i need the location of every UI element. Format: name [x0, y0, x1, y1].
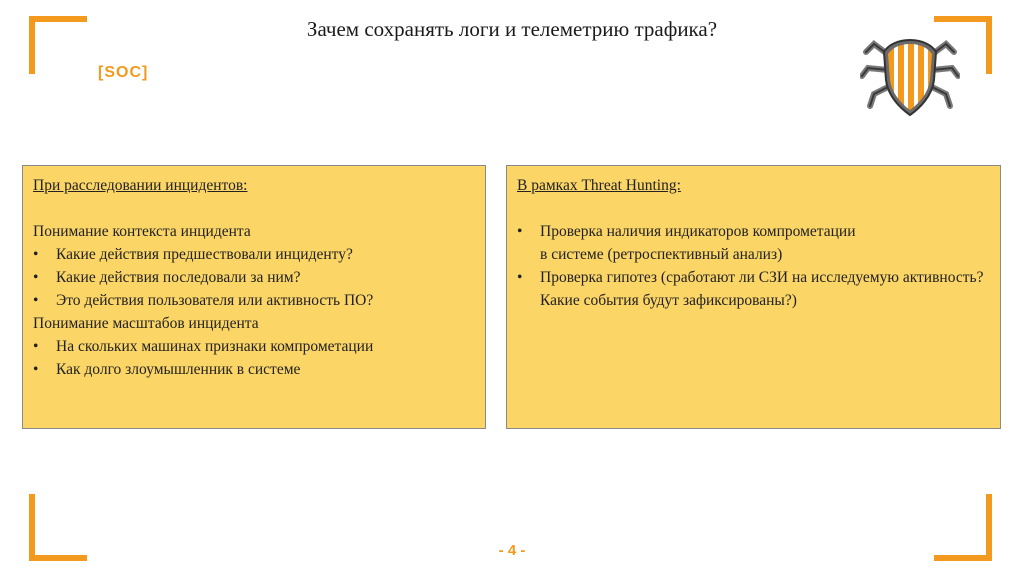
threat-hunting-box [506, 165, 1001, 429]
list-item: • Какие действия предшествовали инциденту? [33, 243, 473, 266]
list-item: • Это действия пользователя или активность ПО? [33, 289, 473, 312]
group-subheading: Понимание масштабов инцидента [33, 315, 259, 332]
box-heading: При расследовании инцидентов: [33, 177, 248, 194]
box-heading: В рамках Threat Hunting: [517, 177, 681, 194]
bug-shield-icon [860, 30, 960, 120]
section-tag: [SOC] [98, 64, 149, 81]
page-number: - 4 - [498, 542, 526, 559]
bullet-list [33, 335, 473, 381]
list-item: • Проверка гипотез (сработают ли СЗИ на исследуемую активность? Какие события будут зафиксированы?) [517, 266, 988, 312]
list-item: • Проверка наличия индикаторов компрометации в системе (ретроспективный анализ) [517, 220, 988, 266]
list-item: • Какие действия последовали за ним? [33, 266, 473, 289]
bullet-list [33, 243, 473, 312]
group-subheading: Понимание контекста инцидента [33, 223, 251, 240]
list-item: • На скольких машинах признаки компрометации [33, 335, 473, 358]
bullet-list [517, 220, 988, 312]
page-title: Зачем сохранять логи и телеметрию трафика? [306, 17, 718, 41]
incident-investigation-box [22, 165, 486, 429]
list-item: • Как долго злоумышленник в системе [33, 358, 473, 381]
